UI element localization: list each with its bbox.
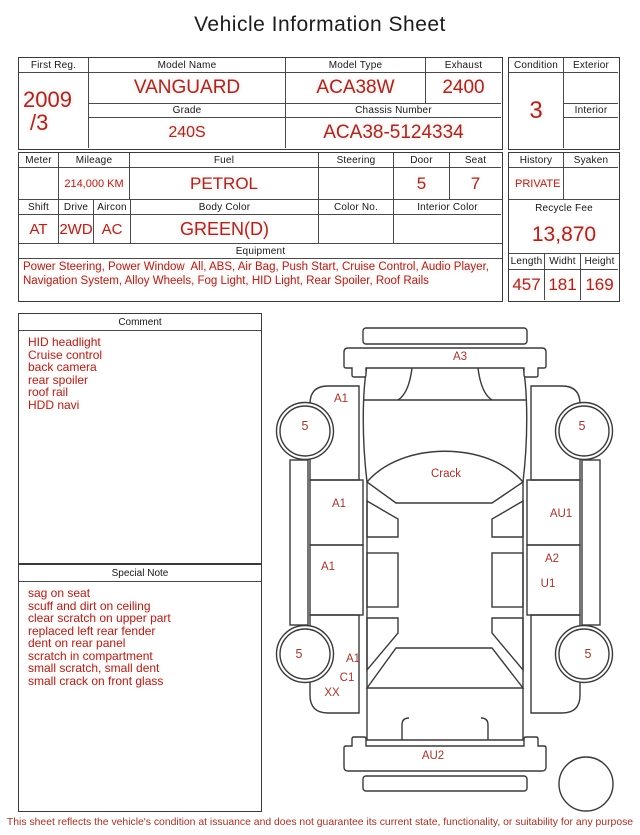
damage-label-left-rear-fender-lower: C1 [339,672,355,684]
table-mechanical-row2 [19,200,502,244]
car-damage-diagram [265,310,640,820]
fuel-label: Fuel [130,153,319,168]
condition-box [508,57,620,150]
length-label: Length [509,254,545,270]
special-note-line: sag on seat [28,586,91,600]
length-value: 457 [509,270,545,300]
recycle-fee-section [509,200,619,254]
meter-value [19,168,59,200]
equipment-section [19,244,502,300]
comment-line: Cruise control [28,347,103,362]
interior-color-value [394,215,501,244]
grade-label: Grade [89,104,286,118]
damage-label-windshield: Crack [430,468,462,480]
recycle-fee-label: Recycle Fee [535,202,593,214]
comment-line: HDD navi [28,397,80,412]
left-rocker-panel [290,460,308,625]
special-note-line: scratch in compartment [28,648,153,663]
first-reg-month: /3 [30,109,49,135]
door-label: Door [394,153,450,168]
damage-label-left-rear-fender: A1 [345,653,361,665]
fuel-value: PETROL [130,168,319,200]
height-value: 169 [585,275,614,294]
wheel-label-right-front: 5 [578,419,586,433]
history-row [509,153,619,200]
table-mechanical [18,152,503,302]
damage-label-rear-bumper: AU2 [421,750,445,762]
special-note-line: scuff and dirt on ceiling [28,598,151,613]
model-name-label: Model Name [89,58,286,73]
right-rear-window [492,553,523,607]
history-label: History [509,153,564,168]
damage-label-left-front-fender: A1 [333,393,349,405]
left-headlight-arc [398,368,412,400]
first-reg-value [19,73,89,148]
special-note-line: clear scratch on upper part [28,611,171,625]
damage-label-right-rear-door: A2 [544,553,560,565]
condition-label: Condition [509,58,564,73]
model-name-value: VANGUARD [89,73,286,104]
steering-label: Steering [319,153,394,168]
damage-label-right-rear-door-lower: U1 [540,578,556,590]
special-note-body [19,582,261,687]
steering-value [319,168,394,200]
syaken-label: Syaken [564,153,618,168]
damage-label-left-front-door: A1 [331,498,347,510]
equipment-label: Equipment [19,244,502,259]
wheel-label-left-front: 5 [301,419,309,433]
right-front-window [492,501,523,537]
mileage-value: 214,000 KM [59,168,130,200]
special-note-line: dent on rear panel [28,636,126,650]
comment-line: rear spoiler [28,372,89,387]
front-bumper [344,348,546,377]
exterior-value [564,73,618,104]
tailgate-notch-left [402,718,409,740]
special-note-line: replaced left rear fender [28,623,156,638]
height-label: Height [581,254,618,270]
left-quarter-window [367,618,398,670]
wheel-label-left-rear: 5 [295,647,303,661]
chassis-number-value: ACA38-5124334 [323,122,464,143]
aircon-label: Aircon [94,200,131,215]
comment-line: back camera [28,360,97,374]
color-no-value [319,215,394,244]
grade-value: 240S [89,118,286,148]
front-license-strip [363,328,527,344]
left-front-window [367,501,398,537]
interior-label: Interior [564,104,618,118]
page-title: Vehicle Information Sheet [194,13,446,36]
special-note-line: small scratch, small dent [28,661,160,675]
damage-label-right-front-door: AU1 [549,508,573,520]
comment-box [18,313,262,564]
disclaimer-text: This sheet reflects the vehicle's condition at issuance and does not guarantee its current state, functionality, or suitability for any purpose [6,817,634,828]
comment-label: Comment [19,314,261,331]
shift-label: Shift [19,200,59,215]
wheel-label-right-rear: 5 [584,647,592,661]
rear-bumper [344,737,546,771]
comment-line: roof rail [28,385,69,399]
left-front-door [310,480,363,545]
seat-label: Seat [450,153,501,168]
left-rear-door [310,545,363,615]
first-reg-label: First Reg. [19,58,89,73]
comment-body [19,331,261,411]
mileage-label: Mileage [59,153,130,168]
damage-label-left-rear-corner: XX [324,687,340,699]
condition-value: 3 [509,73,564,148]
interior-color-label: Interior Color [394,200,501,215]
comment-line: HID headlight [28,335,101,349]
damage-label-front-bumper: A3 [452,351,468,363]
body-color-value: GREEN(D) [131,215,319,244]
exhaust-value: 2400 [426,73,501,104]
tailgate-notch-right [481,718,488,740]
spare-tire [559,757,613,811]
color-no-label: Color No. [319,200,394,215]
drive-label: Drive [59,200,94,215]
width-label: Widht [545,254,581,270]
drive-value: 2WD [59,215,94,244]
history-value: PRIVATE [509,168,564,200]
width-value: 181 [545,270,581,300]
rear-window [367,648,523,688]
exhaust-label: Exhaust [426,58,501,73]
meter-label: Meter [19,153,59,168]
right-rocker-panel [582,460,600,625]
damage-label-left-rear-door: A1 [320,561,336,573]
model-type-value: ACA38W [286,73,426,104]
dimensions-section [509,254,619,300]
exterior-label: Exterior [564,58,618,73]
first-reg-year: 2009 [23,86,72,112]
chassis-number-label: Chassis Number [286,104,501,118]
special-note-line: small crack on front glass [28,673,164,688]
right-headlight-arc [478,368,492,400]
special-note-box [18,564,262,812]
table-registration [18,57,503,150]
aircon-value: AC [94,215,131,244]
shift-value: AT [19,215,59,244]
left-rear-window [367,553,398,607]
left-rear-tire [277,626,334,683]
table-mechanical-row1 [19,153,502,200]
recycle-fee-value: 13,870 [531,222,597,246]
special-note-label: Special Note [19,565,261,582]
door-value: 5 [394,168,450,200]
model-type-label: Model Type [286,58,426,73]
equipment-value: Power Steering, Power Window All, ABS, Air Bag, Push Start, Cruise Control, Audio Player, Navigation System, Alloy Wheels, Fog Light, HID Light, Rear Spoiler, Roof Rails [23,261,493,287]
rear-license-strip [363,776,527,791]
interior-value [564,118,618,148]
syaken-value [564,168,618,200]
body-color-label: Body Color [131,200,319,215]
seat-value: 7 [470,174,481,193]
history-box [508,152,620,302]
right-quarter-window [492,618,523,670]
